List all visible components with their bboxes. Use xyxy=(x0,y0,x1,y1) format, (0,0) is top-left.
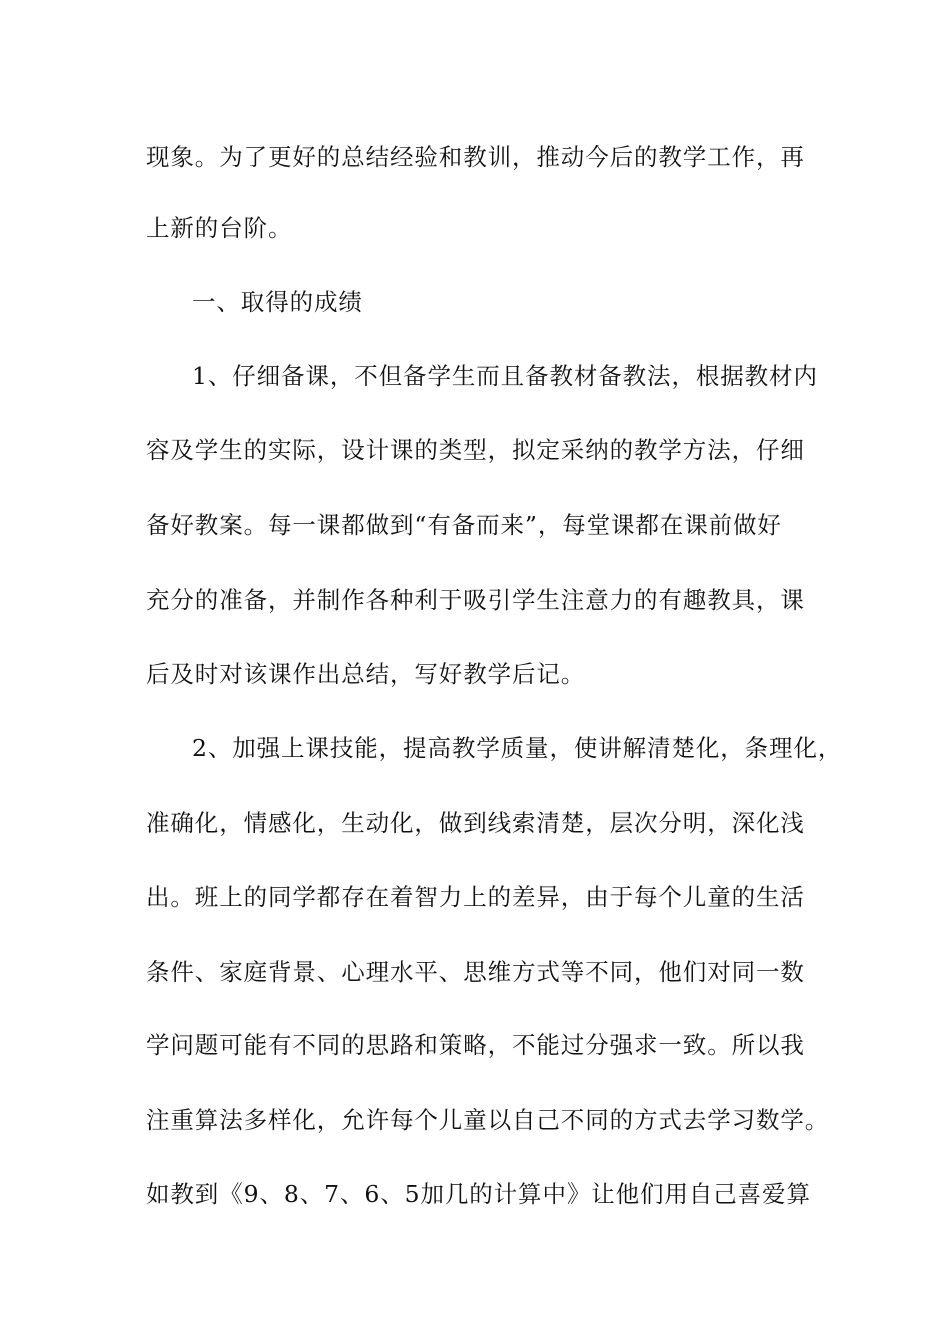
text-line: 注重算法多样化，允许每个儿童以自己不同的方式去学习数学。 xyxy=(146,1106,830,1134)
text-line: 条件、家庭背景、心理水平、思维方式等不同，他们对同一数 xyxy=(146,958,805,986)
text-line: 学问题可能有不同的思路和策略，不能过分强求一致。所以我 xyxy=(146,1031,805,1059)
text-line: 如教到《9、8、7、6、5加几的计算中》让他们用自己喜爱算 xyxy=(146,1180,811,1208)
text-line: 容及学生的实际，设计课的类型，拟定采纳的教学方法，仔细 xyxy=(146,436,805,464)
text-line: 2、加强上课技能，提高教学质量，使讲解清楚化，条理化， xyxy=(192,734,843,762)
text-line: 充分的准备，并制作各种利于吸引学生注意力的有趣教具，课 xyxy=(146,586,805,614)
text-line: 1、仔细备课，不但备学生而且备教材备教法，根据教材内 xyxy=(192,362,818,390)
section-heading: 一、取得的成绩 xyxy=(192,288,363,316)
text-line: 后及时对该课作出总结，写好教学后记。 xyxy=(146,660,586,688)
text-line: 出。班上的同学都存在着智力上的差异，由于每个儿童的生活 xyxy=(146,883,805,911)
text-line: 准确化，情感化，生动化，做到线索清楚，层次分明，深化浅 xyxy=(146,809,805,837)
text-line: 上新的台阶。 xyxy=(146,214,293,242)
text-line: 备好教案。每一课都做到“有备而来”，每堂课都在课前做好 xyxy=(146,511,782,539)
text-line: 现象。为了更好的总结经验和教训，推动今后的教学工作，再 xyxy=(146,143,805,171)
